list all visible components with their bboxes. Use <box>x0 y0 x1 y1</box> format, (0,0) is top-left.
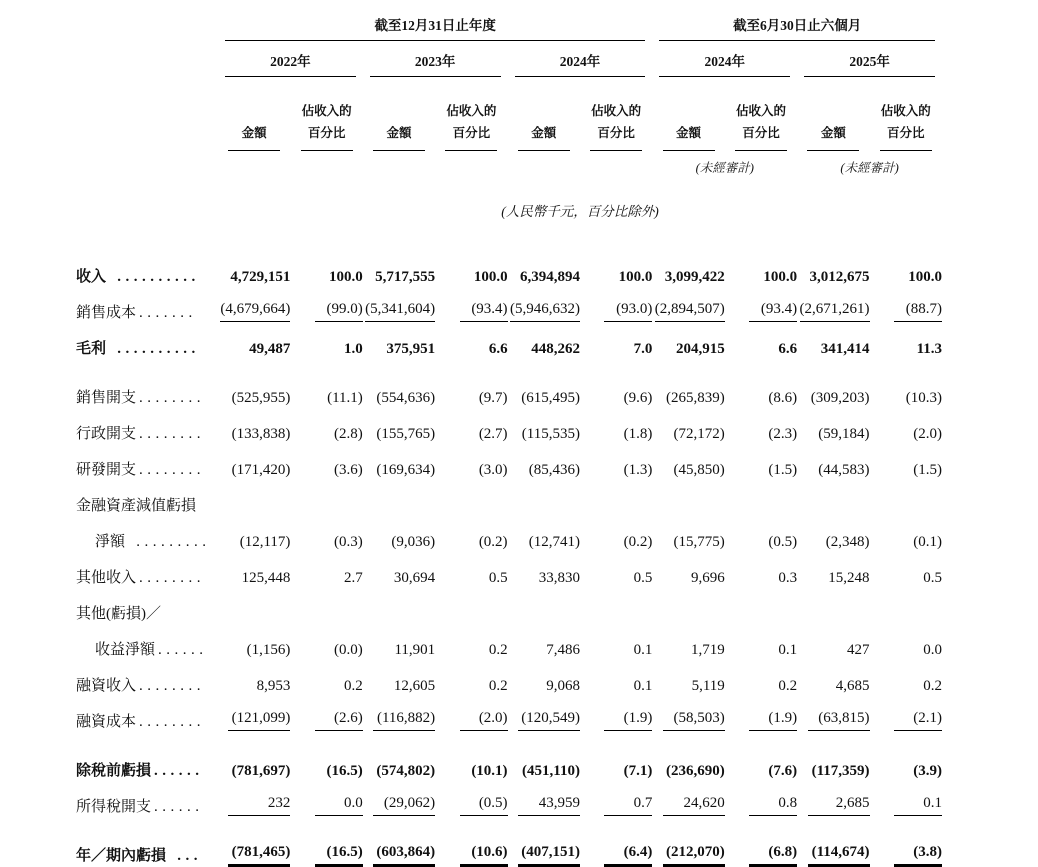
pct-cell: (99.0) <box>290 286 362 322</box>
amount-cell: 1,719 <box>691 642 725 658</box>
pct-cell: (3.6) <box>334 462 363 478</box>
amount-cell: 3,099,422 <box>664 269 725 285</box>
pct-cell: (9.7) <box>478 390 508 406</box>
dot-leader: ........ <box>139 678 206 694</box>
table-row <box>76 515 942 551</box>
pct-cell: (1.3) <box>623 462 653 478</box>
pct-cell: (3.0) <box>478 462 508 478</box>
row-label: 其他收入 ........ <box>76 570 206 586</box>
amount-cell: 9,068 <box>546 678 580 694</box>
table-row <box>76 443 942 479</box>
pct-cell <box>435 587 507 623</box>
pct-cell <box>870 587 942 623</box>
amount-column-header: 金額 <box>518 123 570 151</box>
amount-cell: (59,184) <box>818 426 870 442</box>
amount-cell: (2,348) <box>825 534 870 550</box>
table-row <box>76 479 942 515</box>
amount-cell <box>652 479 724 515</box>
table-row <box>76 250 942 286</box>
table-row <box>76 551 942 587</box>
amount-cell: (1,156) <box>246 642 291 658</box>
year-header-2022: 2022年 <box>225 50 356 77</box>
pct-cell: 0.5 <box>633 570 653 586</box>
amount-cell <box>508 479 580 515</box>
pct-cell: (2.6) <box>290 695 362 731</box>
amount-cell: (451,110) <box>522 763 580 779</box>
row-label: 其他(虧損)／ <box>76 606 161 622</box>
row-label: 除稅前虧損 ...... <box>76 763 204 779</box>
amount-cell: (63,815) <box>797 695 869 731</box>
amount-cell: (4,679,664) <box>218 286 290 322</box>
year-header-row <box>76 41 942 77</box>
period-header-interim: 截至6月30日止六個月 <box>659 14 935 41</box>
pct-column-header: 佔收入的 百分比 <box>880 101 932 151</box>
pct-cell: (88.7) <box>870 286 942 322</box>
amount-cell: 5,119 <box>691 678 725 694</box>
amount-cell: (85,436) <box>528 462 580 478</box>
pct-cell: 0.7 <box>580 780 652 816</box>
pct-cell: (0.1) <box>913 534 942 550</box>
amount-cell: (5,341,604) <box>363 286 435 322</box>
amount-cell: (615,495) <box>521 390 580 406</box>
dot-leader: ......... <box>128 534 211 550</box>
amount-cell: (44,583) <box>818 462 870 478</box>
amount-column-header: 金額 <box>663 123 715 151</box>
amount-cell: (169,634) <box>376 462 436 478</box>
pct-cell: (1.5) <box>768 462 798 478</box>
amount-cell: (2,894,507) <box>652 286 724 322</box>
pct-cell: (2.7) <box>478 426 508 442</box>
pct-cell: (1.9) <box>580 695 652 731</box>
pct-column-header: 佔收入的 百分比 <box>445 101 497 151</box>
dot-leader: ....... <box>139 305 197 321</box>
amount-cell: (120,549) <box>508 695 580 731</box>
amount-cell: 11,901 <box>394 642 436 658</box>
pct-cell: (3.9) <box>913 763 942 779</box>
amount-cell: 375,951 <box>386 341 436 357</box>
pct-cell <box>435 479 507 515</box>
dot-leader: ...... <box>158 642 208 658</box>
pct-cell: (2.8) <box>334 426 363 442</box>
pct-cell: (6.8) <box>725 816 797 865</box>
amount-cell: (525,955) <box>231 390 291 406</box>
row-label: 淨額 ......... <box>95 534 211 550</box>
pct-cell: (2.1) <box>870 695 942 731</box>
pct-cell: 0.2 <box>778 678 798 694</box>
amount-cell: (29,062) <box>363 780 435 816</box>
pct-cell: (93.4) <box>725 286 797 322</box>
pct-cell: 100.0 <box>908 269 942 285</box>
pct-cell <box>290 587 362 623</box>
financial-statement-page <box>0 8 1038 867</box>
amount-cell: (9,036) <box>391 534 436 550</box>
table-row <box>76 780 942 816</box>
pct-cell: (0.2) <box>478 534 508 550</box>
amount-cell: (12,741) <box>528 534 580 550</box>
year-header-2025-interim: 2025年 <box>804 50 935 77</box>
amount-cell <box>218 479 290 515</box>
row-label: 年／期內虧損 ... <box>76 848 203 864</box>
pct-cell: (8.6) <box>768 390 798 406</box>
amount-cell: (115,535) <box>521 426 580 442</box>
amount-cell: 125,448 <box>241 570 291 586</box>
pct-cell: 0.1 <box>778 642 798 658</box>
table-row <box>76 407 942 443</box>
year-header-2024-interim: 2024年 <box>659 50 790 77</box>
amount-cell: (5,946,632) <box>508 286 580 322</box>
pct-cell: 6.6 <box>778 341 798 357</box>
column-header-row <box>76 77 942 151</box>
pct-cell: (2.0) <box>913 426 942 442</box>
row-label: 收益淨額 ...... <box>95 642 208 658</box>
pct-cell: (0.5) <box>435 780 507 816</box>
amount-cell: (236,690) <box>666 763 725 779</box>
currency-note: (人民幣千元，百分比除外) <box>501 204 659 219</box>
income-statement-table <box>76 8 942 865</box>
pct-cell: (9.6) <box>623 390 653 406</box>
row-label: 融資成本 ........ <box>76 714 206 730</box>
amount-cell: (265,839) <box>666 390 725 406</box>
pct-cell: 0.1 <box>633 642 653 658</box>
pct-cell: 0.2 <box>488 642 508 658</box>
pct-cell: (16.5) <box>326 763 363 779</box>
pct-cell: (1.9) <box>725 695 797 731</box>
amount-cell: (133,838) <box>231 426 291 442</box>
amount-cell: (117,359) <box>811 763 870 779</box>
pct-cell <box>290 479 362 515</box>
amount-cell: 204,915 <box>676 341 725 357</box>
row-label: 金融資產減值虧損 <box>76 498 197 514</box>
dot-leader: ...... <box>154 799 204 815</box>
amount-cell: 9,696 <box>691 570 725 586</box>
amount-cell: (12,117) <box>239 534 291 550</box>
amount-cell: (58,503) <box>652 695 724 731</box>
amount-cell <box>652 587 724 623</box>
table-row <box>76 286 942 322</box>
pct-column-header: 佔收入的 百分比 <box>301 101 353 151</box>
pct-cell: (0.0) <box>334 642 363 658</box>
dot-leader: ........ <box>139 714 206 730</box>
row-label: 所得稅開支 ...... <box>76 799 204 815</box>
row-label: 行政開支 ........ <box>76 426 206 442</box>
amount-cell: (121,099) <box>218 695 290 731</box>
pct-cell: (2.0) <box>435 695 507 731</box>
pct-cell <box>580 479 652 515</box>
amount-cell: 427 <box>847 642 870 658</box>
pct-cell: 11.3 <box>916 341 942 357</box>
pct-cell: 100.0 <box>473 269 508 285</box>
pct-cell: 100.0 <box>618 269 653 285</box>
dot-leader: ........ <box>139 570 206 586</box>
pct-cell: 0.3 <box>778 570 798 586</box>
table-row <box>76 659 942 695</box>
amount-cell: 49,487 <box>249 341 291 357</box>
amount-cell: 448,262 <box>531 341 580 357</box>
amount-cell <box>363 587 435 623</box>
amount-cell: (781,465) <box>218 816 290 865</box>
pct-cell: 0.1 <box>870 780 942 816</box>
pct-cell: 1.0 <box>344 341 363 357</box>
table-row <box>76 322 942 358</box>
unaudited-row <box>76 151 942 176</box>
pct-cell: (2.3) <box>768 426 798 442</box>
pct-cell: 0.0 <box>923 642 942 658</box>
amount-cell: 8,953 <box>256 678 291 694</box>
dot-leader: ........ <box>139 426 206 442</box>
dot-leader: .......... <box>109 341 200 357</box>
pct-cell: 0.2 <box>923 678 942 694</box>
amount-cell: (15,775) <box>673 534 725 550</box>
amount-cell: (72,172) <box>673 426 725 442</box>
amount-cell: 12,605 <box>393 678 436 694</box>
amount-cell: 341,414 <box>820 341 870 357</box>
table-row <box>76 816 942 865</box>
pct-cell: 0.5 <box>923 570 942 586</box>
pct-cell: 0.0 <box>290 780 362 816</box>
amount-cell: (309,203) <box>810 390 870 406</box>
amount-cell <box>797 479 869 515</box>
pct-column-header: 佔收入的 百分比 <box>590 101 642 151</box>
amount-cell: (603,864) <box>363 816 435 865</box>
pct-cell: (16.5) <box>290 816 362 865</box>
amount-cell: (116,882) <box>363 695 435 731</box>
pct-cell: (11.1) <box>327 390 363 406</box>
amount-cell: 3,012,675 <box>809 269 870 285</box>
table-row <box>76 623 942 659</box>
table-row <box>76 358 942 407</box>
amount-cell <box>797 587 869 623</box>
amount-cell <box>508 587 580 623</box>
pct-cell: 0.8 <box>725 780 797 816</box>
pct-cell: 7.0 <box>633 341 653 357</box>
period-header-row <box>76 8 942 41</box>
pct-cell: 0.5 <box>488 570 508 586</box>
row-label: 銷售成本 ....... <box>76 305 197 321</box>
pct-cell: 100.0 <box>329 269 363 285</box>
amount-cell: (554,636) <box>376 390 436 406</box>
pct-cell <box>870 479 942 515</box>
pct-cell: 0.1 <box>633 678 653 694</box>
amount-cell: (407,151) <box>508 816 580 865</box>
amount-cell <box>363 479 435 515</box>
pct-cell: (3.8) <box>870 816 942 865</box>
row-label: 毛利 .......... <box>76 341 200 357</box>
pct-cell: (1.5) <box>913 462 942 478</box>
pct-cell: 6.6 <box>488 341 508 357</box>
dot-leader: ...... <box>154 763 204 779</box>
dot-leader: ........ <box>139 462 206 478</box>
year-header-2023: 2023年 <box>370 50 501 77</box>
amount-cell: 5,717,555 <box>375 269 436 285</box>
unaudited-note: (未經審計) <box>840 161 899 175</box>
dot-leader: ........ <box>139 390 206 406</box>
amount-cell: 6,394,894 <box>519 269 580 285</box>
pct-cell: (10.3) <box>905 390 942 406</box>
amount-cell: (45,850) <box>673 462 725 478</box>
amount-cell: (114,674) <box>797 816 869 865</box>
table-row <box>76 695 942 731</box>
pct-cell: 0.2 <box>488 678 508 694</box>
amount-cell: (2,671,261) <box>797 286 869 322</box>
pct-cell: (7.6) <box>768 763 798 779</box>
pct-cell: 2.7 <box>344 570 363 586</box>
pct-cell: (6.4) <box>580 816 652 865</box>
pct-cell: (1.8) <box>623 426 653 442</box>
pct-cell: (93.4) <box>435 286 507 322</box>
amount-cell: 232 <box>218 780 290 816</box>
amount-column-header: 金額 <box>228 123 280 151</box>
pct-cell: (0.3) <box>334 534 363 550</box>
table-row <box>76 587 942 623</box>
row-label: 研發開支 ........ <box>76 462 206 478</box>
amount-cell: 4,685 <box>835 678 870 694</box>
dot-leader: .......... <box>109 269 200 285</box>
amount-cell: 24,620 <box>652 780 724 816</box>
pct-cell <box>580 587 652 623</box>
table-body <box>76 250 942 865</box>
amount-cell: 33,830 <box>538 570 580 586</box>
pct-cell: (10.6) <box>435 816 507 865</box>
amount-cell <box>218 587 290 623</box>
pct-cell: (7.1) <box>623 763 653 779</box>
amount-cell: (155,765) <box>376 426 436 442</box>
amount-cell: (574,802) <box>376 763 436 779</box>
amount-cell: (212,070) <box>652 816 724 865</box>
unaudited-note: (未經審計) <box>695 161 754 175</box>
amount-cell: 15,248 <box>828 570 870 586</box>
year-header-2024: 2024年 <box>515 50 646 77</box>
row-label: 收入 .......... <box>76 269 200 285</box>
pct-cell: 100.0 <box>763 269 798 285</box>
pct-cell: 0.2 <box>344 678 363 694</box>
amount-cell: 4,729,151 <box>230 269 291 285</box>
period-header-annual: 截至12月31日止年度 <box>225 14 645 41</box>
row-label: 銷售開支 ........ <box>76 390 206 406</box>
amount-cell: 2,685 <box>797 780 869 816</box>
dot-leader: ... <box>169 848 203 864</box>
amount-column-header: 金額 <box>807 123 859 151</box>
currency-note-row <box>76 176 942 250</box>
row-label: 融資收入 ........ <box>76 678 206 694</box>
amount-cell: (781,697) <box>231 763 291 779</box>
pct-cell <box>725 587 797 623</box>
amount-cell: (171,420) <box>231 462 291 478</box>
amount-column-header: 金額 <box>373 123 425 151</box>
table-row <box>76 731 942 780</box>
pct-column-header: 佔收入的 百分比 <box>735 101 787 151</box>
amount-cell: 43,959 <box>508 780 580 816</box>
amount-cell: 30,694 <box>393 570 436 586</box>
pct-cell: (0.5) <box>768 534 798 550</box>
pct-cell <box>725 479 797 515</box>
pct-cell: (10.1) <box>471 763 508 779</box>
pct-cell: (93.0) <box>580 286 652 322</box>
amount-cell: 7,486 <box>546 642 580 658</box>
pct-cell: (0.2) <box>623 534 653 550</box>
